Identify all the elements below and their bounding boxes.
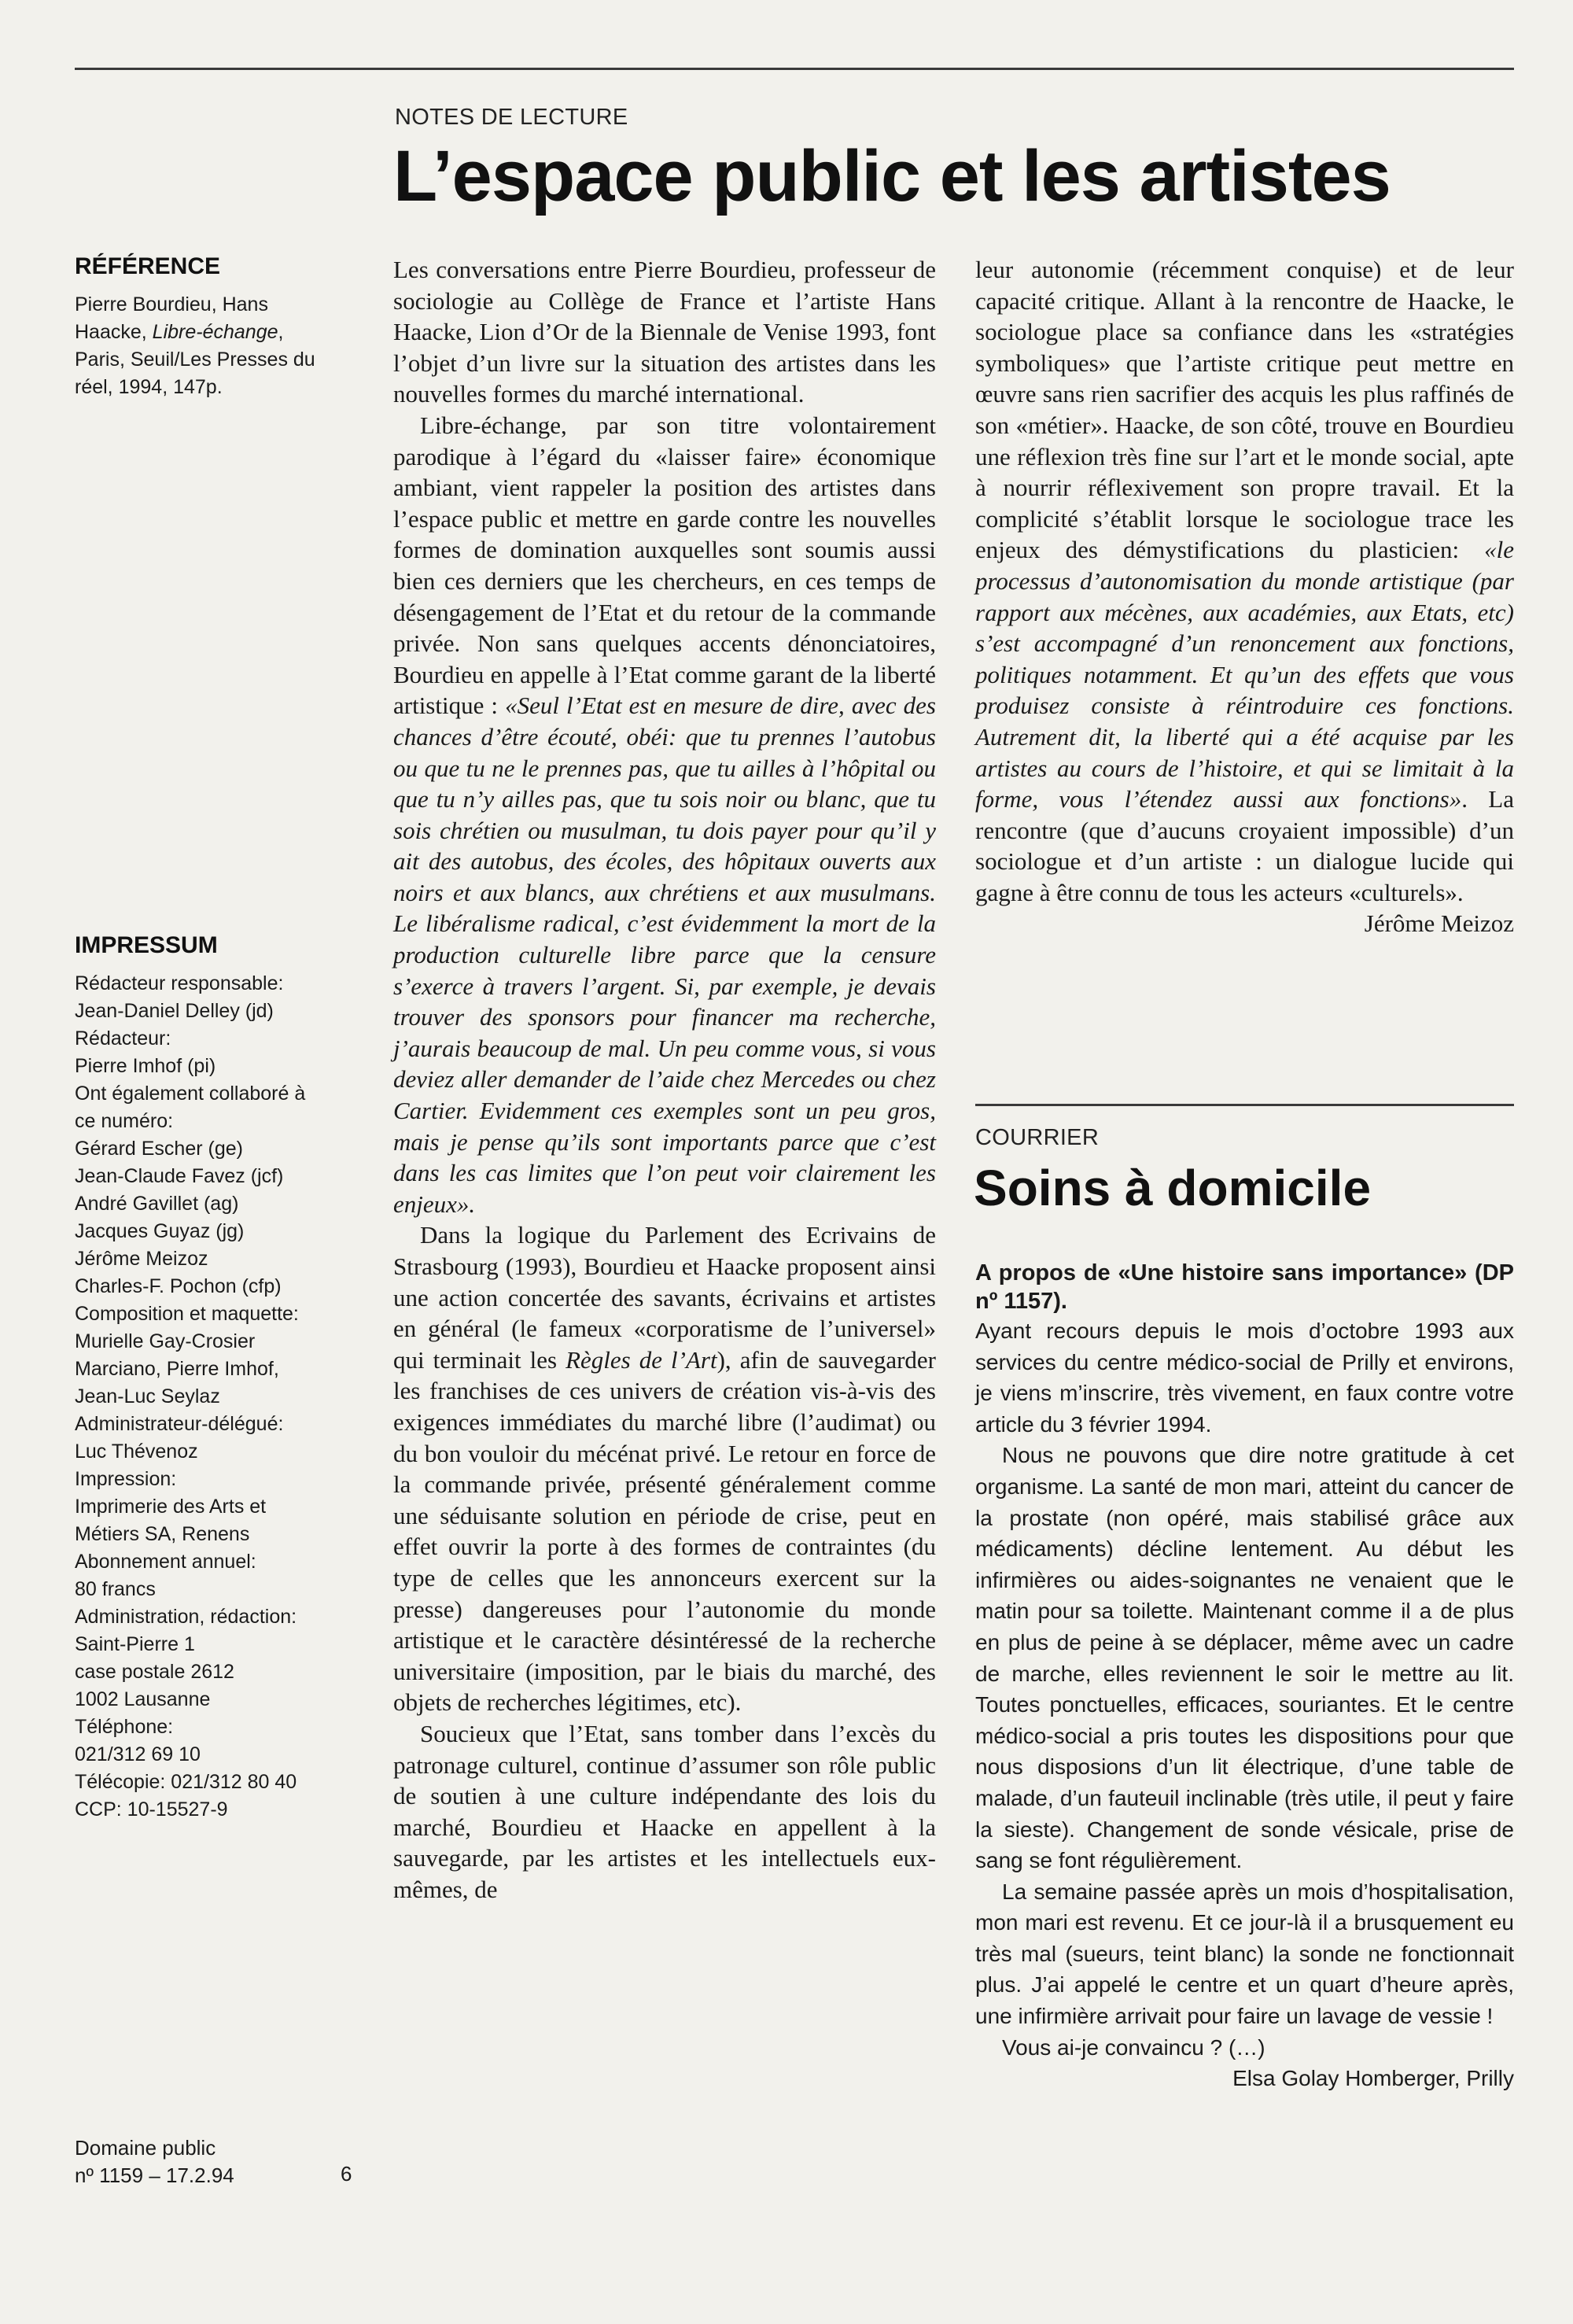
- article-title: L’espace public et les artistes: [393, 136, 1391, 216]
- impressum-line: Marciano, Pierre Imhof,: [75, 1358, 279, 1380]
- quote: «le processus d’autonomisation du monde artistique (par rapport aux mécènes, aux académies, aux Etats, etc) s’est accompagné d’un renoncement aux fonctions, politiques notamment. Et qu’un des effets que vous produisez consiste à réintroduire ces fonctions. Autrement dit, la liberté qui a été acquise par les artistes au cours de l’histoire, et qui se limitait à la forme, vous l’étendez aussi aux fonctions»: [975, 536, 1514, 813]
- impressum-line: Pierre Imhof (pi): [75, 1055, 216, 1077]
- impressum-line: Métiers SA, Renens: [75, 1523, 250, 1545]
- impressum-line: Charles-F. Pochon (cfp): [75, 1275, 282, 1297]
- impressum-line: Administration, rédaction:: [75, 1606, 297, 1628]
- paragraph: [393, 1219, 936, 1718]
- paragraph: Ayant recours depuis le mois d’octobre 1993 aux services du centre médico-social de Prilly et environs, je viens m’inscrire, très vivement, en faux contre votre article du 3 février 1994.: [975, 1319, 1514, 1437]
- reference-line: ,: [278, 321, 284, 343]
- reference-line: réel, 1994, 147p.: [75, 376, 223, 398]
- paragraph: Nous ne pouvons que dire notre gratitude à cet organisme. La santé de mon mari, atteint du cancer de la prostate (non opéré, mais stabilisé grâce aux médicaments) décline lentement. Au début les infirmières ou aides-soignantes ne venaient que le matin pour sa toilette. Maintenant comme il a de plus en plus de peine à se déplacer, même avec un cadre de marche, elles reviennent le soir le mettre au lit. Toutes ponctuelles, efficaces, souriantes. Et le centre médico-social a pris toutes les dispositions pour que nous disposions d’un lit électrique, d’une table de malade, d’un fauteuil inclinable (très utile, il peut y faire la sieste). Changement de sonde vésicale, prise de sang se font régulièrement.: [975, 1443, 1514, 1873]
- impressum-line: Jérôme Meizoz: [75, 1248, 208, 1270]
- reference-text: [75, 291, 342, 401]
- letter-lead: A propos de «Une histoire sans importance» (DP nº 1157).: [975, 1260, 1514, 1314]
- article-kicker: NOTES DE LECTURE: [395, 105, 628, 130]
- impressum-line: André Gavillet (ag): [75, 1193, 239, 1215]
- impressum-block: [75, 932, 358, 1824]
- paragraph: [393, 410, 936, 1219]
- publication-name: Domaine public: [75, 2136, 216, 2160]
- impressum-line: Rédacteur responsable:: [75, 972, 284, 994]
- reference-heading: RÉFÉRENCE: [75, 253, 221, 279]
- impressum-line: Jean-Daniel Delley (jd): [75, 1000, 274, 1022]
- reference-line: Paris, Seuil/Les Presses du: [75, 349, 315, 371]
- impressum-line: Télécopie: 021/312 80 40: [75, 1771, 297, 1793]
- reference-line: Pierre Bourdieu, Hans: [75, 293, 268, 315]
- paragraph: Vous ai-je convaincu ? (…): [1002, 2034, 1265, 2060]
- article-column-2: [975, 254, 1514, 939]
- impressum-line: Murielle Gay-Crosier: [75, 1330, 256, 1352]
- impressum-line: Luc Thévenoz: [75, 1441, 198, 1463]
- paragraph: Soucieux que l’Etat, sans tomber dans l’excès du patronage culturel, continue d’assumer son rôle public de soutien à une culture indépendante des lois du marché, Bourdieu et Haacke en appellent à la sauvegarde, par les artistes et les intellectuels eux-mêmes, de: [393, 1719, 936, 1903]
- book-title: Règles de l’Art: [565, 1345, 717, 1374]
- impressum-line: Jean-Claude Favez (jcf): [75, 1165, 284, 1187]
- paragraph-text: Libre-échange, par son titre volontairement parodique à l’égard du «laisser faire» économique ambiant, vient rappeler la position des artistes dans l’espace public et mettre en garde contre les nouvelles formes de domination auxquelles sont soumis aussi bien ces derniers que les chercheurs, en ces temps de désengagement de l’Etat et du retour de la commande privée. Non sans quelques accents dénonciatoires, Bourdieu en appelle à l’Etat comme garant de la liberté artistique :: [393, 411, 936, 720]
- book-title: Libre-échange: [152, 321, 278, 343]
- impressum-heading: IMPRESSUM: [75, 932, 218, 958]
- footer-block: [75, 2134, 366, 2189]
- article-signature: Jérôme Meizoz: [1364, 909, 1514, 938]
- impressum-line: Abonnement annuel:: [75, 1551, 256, 1573]
- impressum-line: Administrateur-délégué:: [75, 1413, 284, 1435]
- page-number: 6: [341, 2162, 352, 2186]
- letter-body: [975, 1259, 1514, 2094]
- impressum-line: Composition et maquette:: [75, 1303, 299, 1325]
- letter-title: Soins à domicile: [974, 1160, 1372, 1216]
- impressum-line: Gérard Escher (ge): [75, 1138, 243, 1160]
- letter-kicker: COURRIER: [975, 1125, 1100, 1150]
- impressum-line: Jean-Luc Seylaz: [75, 1385, 220, 1407]
- impressum-line: 021/312 69 10: [75, 1743, 201, 1765]
- paragraph-text: Dans la logique du Parlement des Ecrivains de Strasbourg (1993), Bourdieu et Haacke proposent ainsi une action concertée des savants, écrivains et artistes en général (le fameux «corporatisme de l’universel» qui terminait les: [393, 1221, 936, 1374]
- reference-line: [75, 319, 342, 346]
- impressum-line: Impression:: [75, 1468, 177, 1490]
- paragraph-text: leur autonomie (récemment conquise) et de leur capacité critique. Allant à la rencontre de Haacke, le sociologue place sa confiance dans les «stratégies symboliques» que l’artiste critique peut mettre en œuvre sans rien sacrifier des acquis les plus raffinés de son «métier». Haacke, de son côté, trouve en Bourdieu une réflexion très fine sur l’art et le monde social, apte à nourrir réflexivement son propre travail. Et la complicité s’établit lorsque le sociologue trace les enjeux des démystifications du plasticien:: [975, 256, 1514, 564]
- paragraph: La semaine passée après un mois d’hospitalisation, mon mari est revenu. Et ce jour-là il a brusquement eu très mal (sueurs, teint blanc) la sonde ne fonctionnait plus. J’ai appelé le centre et un quart d’heure après, une infirmière arrivait pour faire un lavage de vessie !: [975, 1879, 1514, 2029]
- paragraph: [975, 254, 1514, 908]
- issue-number: nº 1159 – 17.2.94: [75, 2164, 234, 2187]
- reference-line: Haacke,: [75, 321, 153, 343]
- impressum-list: [75, 970, 358, 1824]
- impressum-line: Ont également collaboré à: [75, 1083, 306, 1105]
- quote: «Seul l’Etat est en mesure de dire, avec des chances d’être écouté, obéi: que tu prennes l’autobus ou que tu ne le prennes pas, que tu ailles à l’hôpital ou que tu n’y ailles pas, que tu sois noir ou blanc, que tu sois chrétien ou musulman, tu dois payer pour qu’il y ait des autobus, des écoles, des hôpitaux ouverts aux noirs et aux blancs, aux chrétiens et aux musulmans. Le libéralisme radical, c’est évidemment la mort de la production culturelle libre parce que la censure s’exerce à travers l’argent. Si, par exemple, je devais trouver des sponsors pour financer ma recherche, j’aurais beaucoup de mal. Un peu comme vous, si vous deviez aller demander de l’aide chez Mercedes ou chez Cartier. Evidemment ces exemples sont un peu gros, mais je pense qu’ils sont importants parce que c’est dans les cas limites que l’on peut voir clairement les enjeux».: [393, 692, 936, 1218]
- impressum-line: case postale 2612: [75, 1661, 234, 1683]
- paragraph-text: . La rencontre (que d’aucuns croyaient impossible) d’un sociologue et d’un artiste : un dialogue lucide qui gagne à être connu de tous les acteurs «culturels».: [975, 785, 1514, 906]
- top-rule: [75, 68, 1514, 70]
- impressum-line: 80 francs: [75, 1578, 156, 1600]
- article-column-1: [393, 254, 936, 1905]
- impressum-line: Téléphone:: [75, 1716, 174, 1738]
- section-rule: [975, 1104, 1514, 1106]
- impressum-line: 1002 Lausanne: [75, 1688, 211, 1710]
- impressum-line: Imprimerie des Arts et: [75, 1496, 267, 1518]
- impressum-line: Saint-Pierre 1: [75, 1633, 195, 1655]
- impressum-line: ce numéro:: [75, 1110, 174, 1132]
- impressum-line: CCP: 10-15527-9: [75, 1798, 228, 1820]
- impressum-line: Jacques Guyaz (jg): [75, 1220, 245, 1242]
- reference-block: [75, 253, 342, 401]
- impressum-line: Rédacteur:: [75, 1027, 171, 1049]
- letter-signature: Elsa Golay Homberger, Prilly: [1232, 2066, 1514, 2091]
- paragraph: Les conversations entre Pierre Bourdieu, professeur de sociologie au Collège de France et l’artiste Hans Haacke, Lion d’Or de la Biennale de Venise 1993, font l’objet d’un livre sur la situation des artistes dans les nouvelles formes du marché international.: [393, 256, 936, 408]
- paragraph-text: ), afin de sauvegarder les franchises de ces univers de création vis-à-vis des exigences immédiates du marché libre (l’audimat) ou du bon vouloir du mécénat privé. Le retour en force de la commande privée, présenté généralement comme une séduisante solution en période de crise, peut en effet ouvrir la porte à des formes de contraintes (du type de celles que les annonceurs exercent sur la presse) dangereuses pour l’autonomie du monde artistique et le caractère désintéressé de la recherche universitaire (imposition, par le biais du marché, des objets de recherches légitimes, etc).: [393, 1345, 936, 1717]
